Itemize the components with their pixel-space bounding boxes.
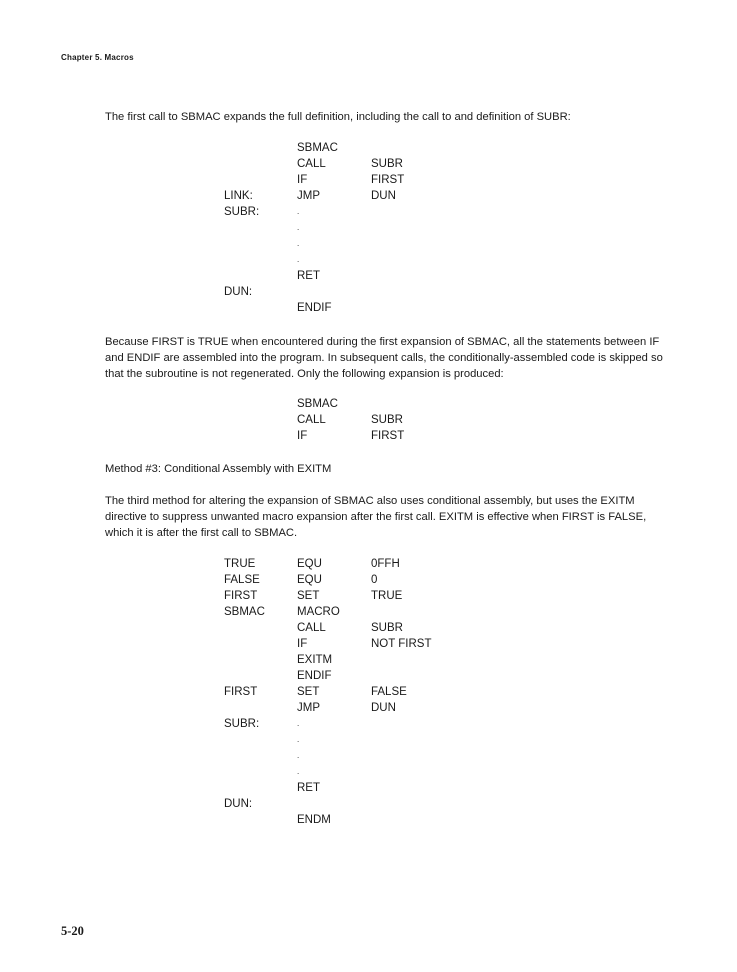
code-opcode: CALL bbox=[297, 158, 326, 170]
code-label: TRUE bbox=[224, 558, 256, 570]
code-label: DUN: bbox=[224, 286, 253, 298]
code-opcode: . bbox=[297, 223, 300, 232]
code-operand: 0 bbox=[371, 574, 378, 586]
code-opcode: CALL bbox=[297, 622, 326, 634]
method-paragraph bbox=[105, 493, 675, 541]
code-operand: SUBR bbox=[371, 158, 403, 170]
code-operand: FIRST bbox=[371, 430, 405, 442]
code-opcode: IF bbox=[297, 638, 308, 650]
code-opcode: . bbox=[297, 751, 300, 760]
code-opcode: RET bbox=[297, 782, 320, 794]
code-opcode: . bbox=[297, 767, 300, 776]
code-opcode: ENDIF bbox=[297, 302, 332, 314]
code-operand: DUN bbox=[371, 190, 396, 202]
code-opcode: ENDM bbox=[297, 814, 331, 826]
code-opcode: EXITM bbox=[297, 654, 333, 666]
code-opcode: ENDIF bbox=[297, 670, 332, 682]
code-operand: DUN bbox=[371, 702, 396, 714]
code-operand: SUBR bbox=[371, 414, 403, 426]
code-label: FALSE bbox=[224, 574, 260, 586]
code-opcode: SBMAC bbox=[297, 142, 338, 154]
code-opcode: EQU bbox=[297, 558, 322, 570]
code-opcode: JMP bbox=[297, 702, 320, 714]
code-opcode: RET bbox=[297, 270, 320, 282]
code-opcode: . bbox=[297, 239, 300, 248]
code-label: SUBR: bbox=[224, 718, 260, 730]
code-opcode: CALL bbox=[297, 414, 326, 426]
code-opcode: . bbox=[297, 255, 300, 264]
code-label: SBMAC bbox=[224, 606, 265, 618]
code-opcode: IF bbox=[297, 430, 308, 442]
code-opcode: . bbox=[297, 719, 300, 728]
explanation-paragraph bbox=[105, 334, 675, 382]
method-heading bbox=[105, 461, 675, 477]
code-operand: TRUE bbox=[371, 590, 403, 602]
intro-paragraph bbox=[105, 109, 675, 125]
code-opcode: SET bbox=[297, 686, 320, 698]
code-opcode: JMP bbox=[297, 190, 320, 202]
code-label: FIRST bbox=[224, 590, 258, 602]
code-opcode: . bbox=[297, 207, 300, 216]
code-opcode: IF bbox=[297, 174, 308, 186]
method-text: The third method for altering the expansion of SBMAC also uses conditional assembly, but uses the EXITM directive to suppress unwanted macro expansion after the first call. EXITM is effective when FIRST is FALSE, which it is after the first call to SBMAC. bbox=[105, 495, 647, 539]
code-operand: FALSE bbox=[371, 686, 407, 698]
intro-text: The first call to SBMAC expands the full definition, including the call to and definition of SUBR: bbox=[105, 111, 571, 123]
page-number: 5-20 bbox=[61, 924, 84, 938]
running-header: Chapter 5. Macros bbox=[61, 53, 134, 62]
method-heading-text: Method #3: Conditional Assembly with EXITM bbox=[105, 463, 332, 475]
code-operand: 0FFH bbox=[371, 558, 400, 570]
code-label: FIRST bbox=[224, 686, 258, 698]
code-opcode: . bbox=[297, 735, 300, 744]
code-opcode: MACRO bbox=[297, 606, 340, 618]
code-label: LINK: bbox=[224, 190, 253, 202]
code-opcode: SBMAC bbox=[297, 398, 338, 410]
code-operand: SUBR bbox=[371, 622, 403, 634]
code-label: SUBR: bbox=[224, 206, 260, 218]
code-opcode: EQU bbox=[297, 574, 322, 586]
explanation-text: Because FIRST is TRUE when encountered during the first expansion of SBMAC, all the statements between IF and ENDIF are assembled into the program. In subsequent calls, the conditionally-assembled code is skipped so that the subroutine is not regenerated. Only the following expansion is produced: bbox=[105, 336, 663, 380]
code-operand: NOT FIRST bbox=[371, 638, 432, 650]
code-opcode: SET bbox=[297, 590, 320, 602]
code-operand: FIRST bbox=[371, 174, 405, 186]
code-label: DUN: bbox=[224, 798, 253, 810]
